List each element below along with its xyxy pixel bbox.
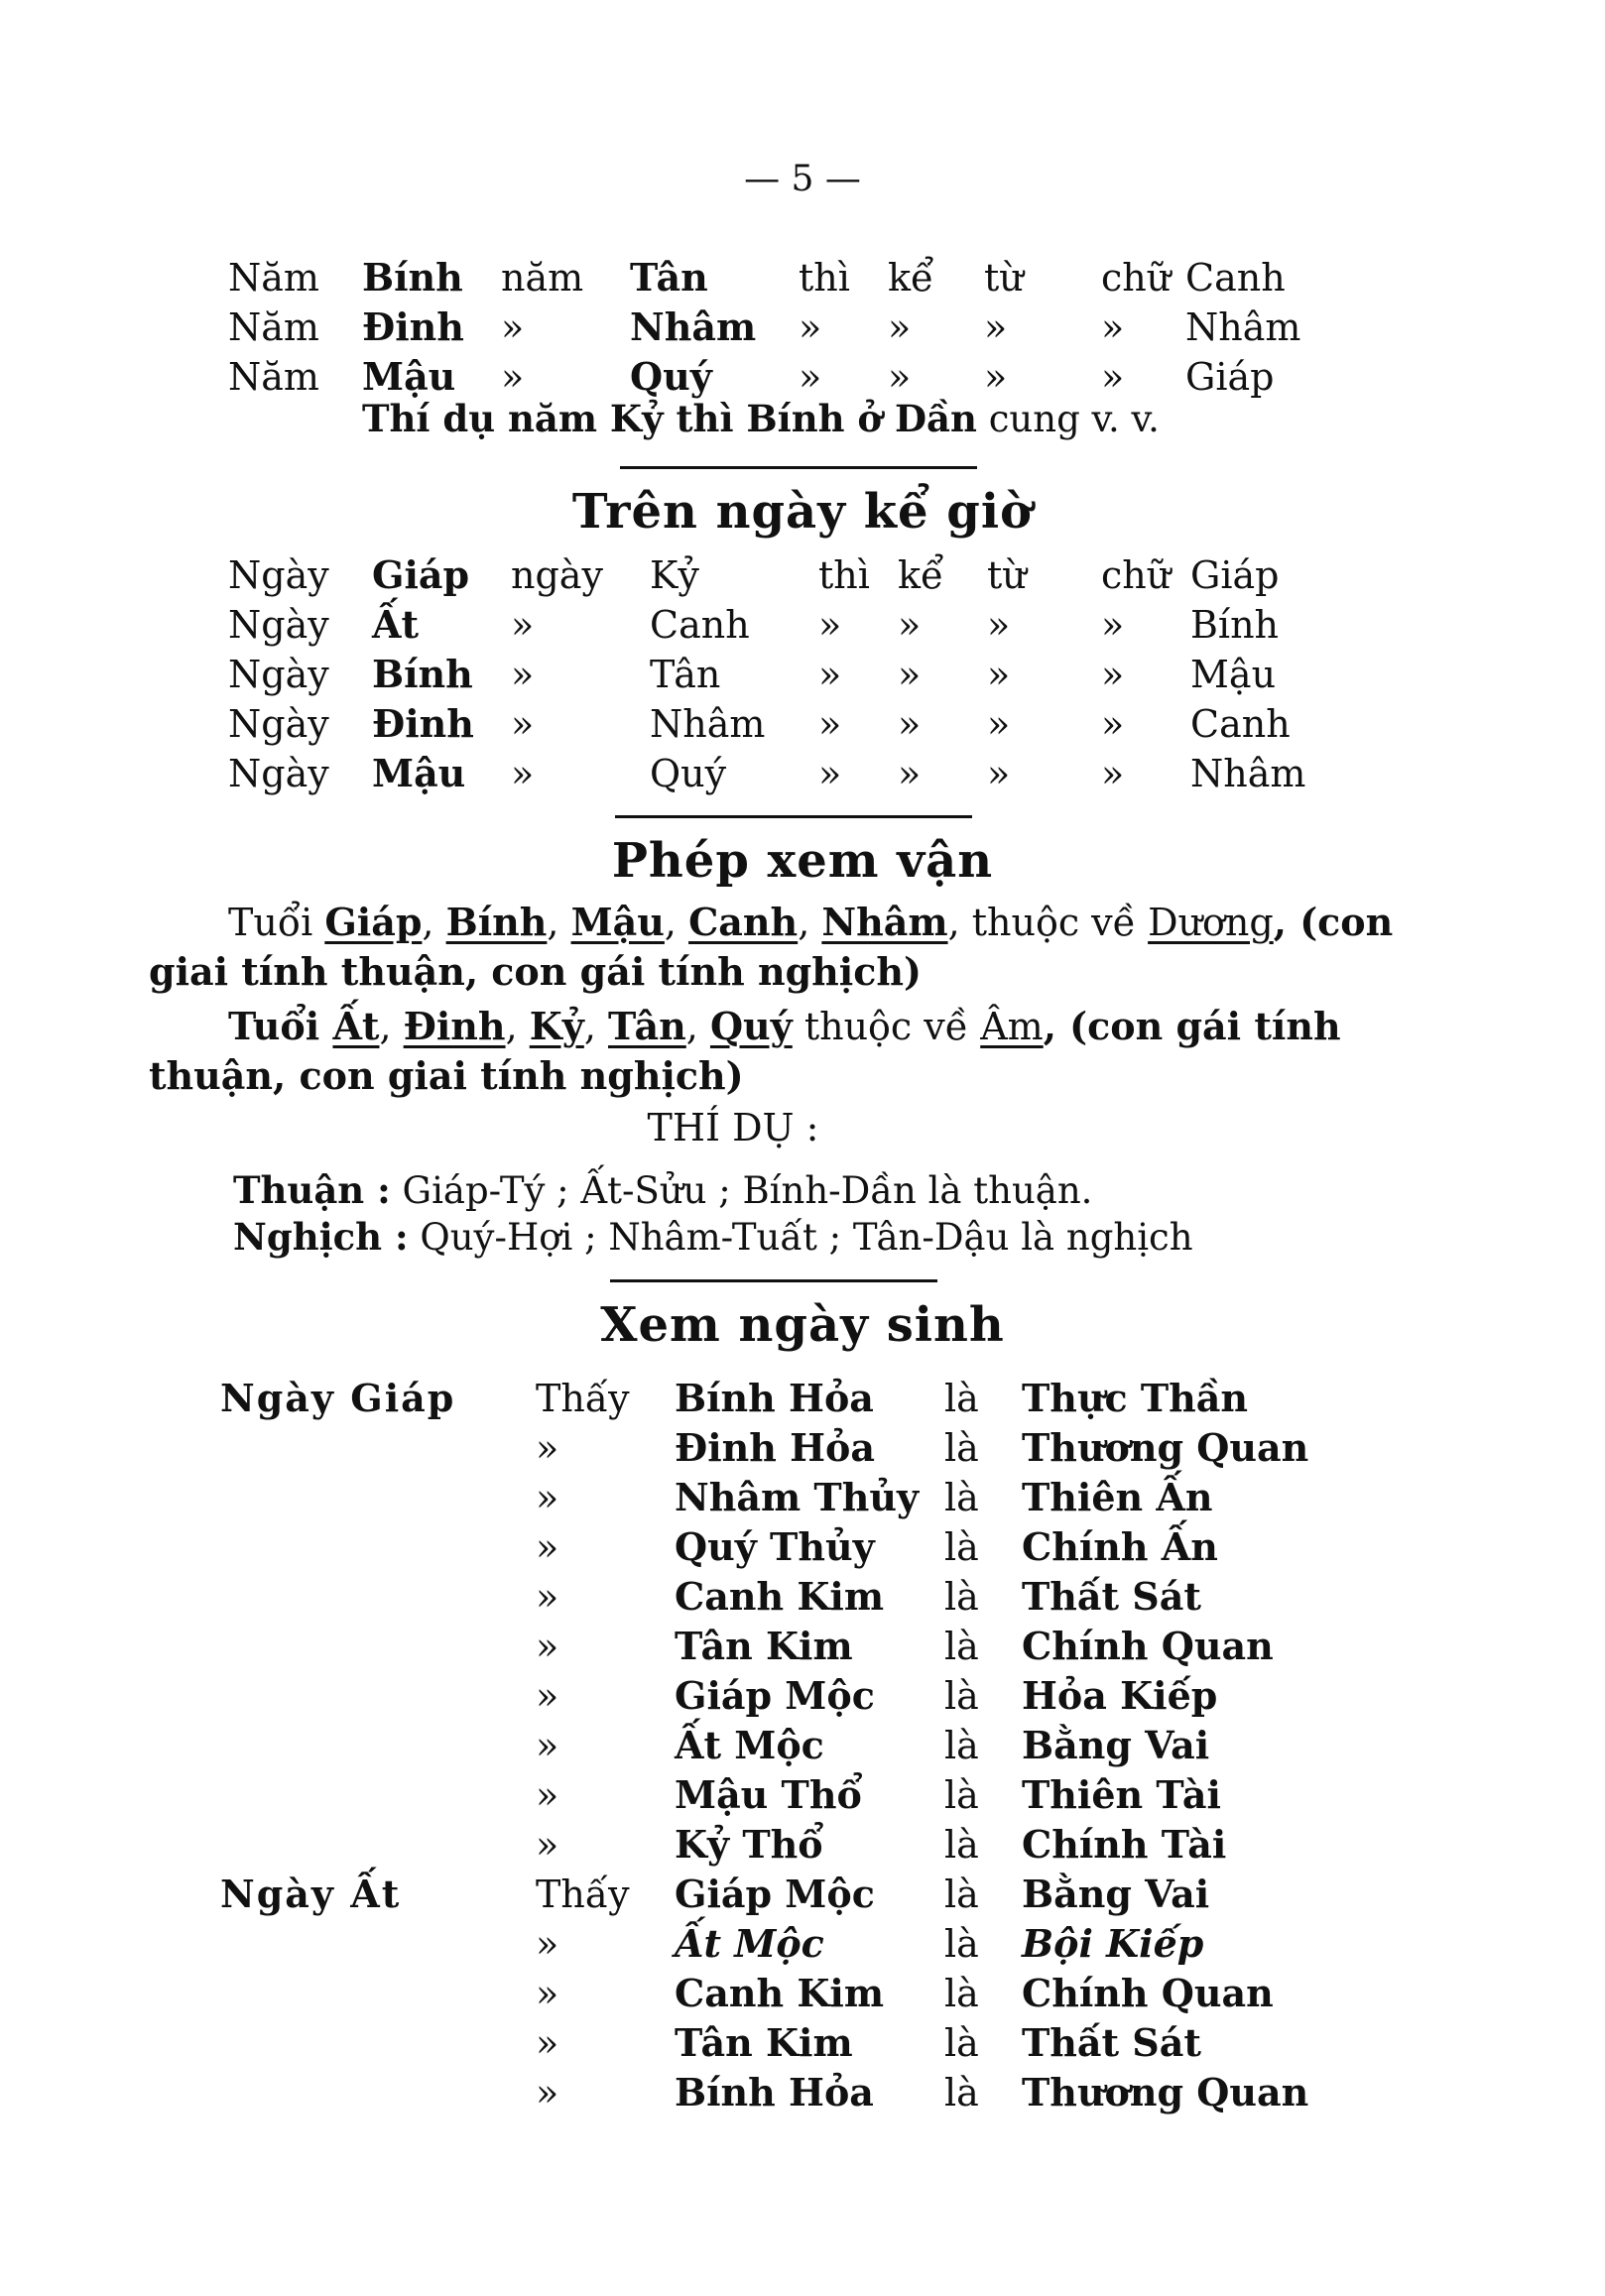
birth-thay: Thấy — [536, 1377, 630, 1420]
year-cell: Bính — [362, 255, 463, 300]
birth-god: Thương Quan — [1022, 1425, 1309, 1470]
year-cell: » — [888, 305, 912, 349]
birth-la: là — [944, 2071, 979, 2115]
heading-birth: Xem ngày sinh — [600, 1297, 1005, 1353]
year-cell: » — [799, 355, 822, 399]
example-nghich — [233, 1215, 1193, 1259]
birth-thay: » — [536, 1525, 559, 1569]
year-cell: Tân — [630, 255, 708, 300]
day-cell: Kỷ — [650, 553, 699, 597]
day-cell: » — [987, 603, 1011, 647]
para2-mid: thuộc về — [792, 1005, 981, 1048]
birth-god: Thiên Ấn — [1022, 1475, 1213, 1519]
birth-la: là — [944, 1525, 979, 1569]
year-cell: Canh — [1185, 256, 1286, 300]
para1-mid: , thuộc về — [947, 901, 1149, 944]
day-cell: Ngày — [228, 653, 329, 696]
year-cell: Quý — [630, 354, 712, 399]
birth-la: là — [944, 1377, 979, 1420]
day-cell: » — [898, 653, 922, 696]
birth-stem: Canh Kim — [675, 1574, 885, 1619]
example-heading: THÍ DỤ : — [647, 1106, 819, 1149]
para1-stem: Bính — [445, 900, 548, 944]
day-cell: Nhâm — [1190, 752, 1306, 795]
year-cell: từ — [984, 256, 1024, 300]
divider — [620, 466, 977, 469]
day-cell: » — [511, 603, 535, 647]
year-cell: thì — [799, 256, 850, 300]
day-cell: » — [1101, 702, 1125, 746]
birth-row — [0, 1572, 1605, 1622]
birth-thay: » — [536, 1773, 559, 1817]
day-cell: » — [511, 702, 535, 746]
day-cell: từ — [987, 553, 1027, 597]
birth-la: là — [944, 1922, 979, 1966]
day-cell: thì — [818, 553, 870, 597]
birth-thay: » — [536, 1823, 559, 1867]
divider — [615, 815, 972, 818]
day-cell: Ất — [372, 602, 420, 647]
birth-row — [0, 2018, 1605, 2068]
birth-la: là — [944, 1476, 979, 1519]
birth-stem: Ất Mộc — [675, 1921, 824, 1966]
para2-stem: Kỷ — [529, 1004, 584, 1048]
day-cell: Canh — [650, 603, 750, 647]
para1-stem: Mậu — [570, 900, 665, 944]
day-cell: Giáp — [372, 552, 470, 597]
example-label: Nghịch : — [233, 1215, 409, 1259]
birth-thay: » — [536, 1476, 559, 1519]
day-cell: Canh — [1190, 702, 1291, 746]
birth-thay: » — [536, 2071, 559, 2115]
day-cell: Ngày — [228, 752, 329, 795]
birth-la: là — [944, 1625, 979, 1668]
para1-lead: Tuổi — [228, 901, 325, 944]
day-cell: » — [898, 752, 922, 795]
birth-god: Bằng Vai — [1022, 1723, 1210, 1767]
day-cell: Bính — [372, 652, 473, 696]
day-cell: ngày — [511, 553, 603, 597]
birth-stem: Giáp Mộc — [675, 1673, 875, 1718]
day-cell: Mậu — [1190, 653, 1277, 696]
day-cell: Giáp — [1190, 553, 1280, 597]
birth-row — [0, 1622, 1605, 1671]
paragraph-am: Tuổi Ất, Đinh, Kỷ, Tân, Quý thuộc về Âm, (con gái tính thuận, con giai tính nghịch) — [149, 1004, 1341, 1098]
birth-god: Chính Quan — [1022, 1971, 1274, 2015]
birth-stem: Tân Kim — [675, 2020, 853, 2065]
year-cell: năm — [501, 256, 584, 300]
day-cell: kể — [898, 553, 944, 597]
year-cell: Nhâm — [1185, 305, 1301, 349]
example-text: Quý-Hợi ; Nhâm-Tuất ; Tân-Dậu là nghịch — [408, 1216, 1193, 1259]
birth-stem: Tân Kim — [675, 1624, 853, 1668]
birth-god: Bằng Vai — [1022, 1872, 1210, 1916]
birth-thay: » — [536, 2021, 559, 2065]
day-cell: » — [1101, 603, 1125, 647]
birth-la: là — [944, 1773, 979, 1817]
para2-polarity: Âm — [980, 1005, 1044, 1048]
birth-la: là — [944, 1575, 979, 1619]
day-cell: » — [1101, 752, 1125, 795]
birth-god: Thực Thần — [1022, 1376, 1249, 1420]
year-cell: Nhâm — [630, 304, 757, 349]
day-cell: Đinh — [372, 701, 474, 746]
heading-van: Phép xem vận — [611, 833, 994, 889]
paragraph-duong: Tuổi Giáp, Bính, Mậu, Canh, Nhâm, thuộc về Dương, (con giai tính thuận, con gái tính nghịch) — [149, 900, 1394, 994]
year-cell: chữ — [1101, 256, 1172, 300]
birth-god: Bội Kiếp — [1022, 1921, 1204, 1966]
birth-god: Hỏa Kiếp — [1022, 1673, 1218, 1718]
birth-la: là — [944, 1724, 979, 1767]
day-cell: Mậu — [372, 751, 466, 795]
birth-thay: » — [536, 1972, 559, 2015]
birth-thay: » — [536, 1625, 559, 1668]
birth-row — [0, 1423, 1605, 1473]
year-cell: Mậu — [362, 354, 456, 399]
birth-god: Thất Sát — [1022, 1574, 1201, 1619]
para2-stem: Ất — [332, 1004, 380, 1048]
divider — [610, 1279, 937, 1282]
birth-god: Thất Sát — [1022, 2020, 1201, 2065]
birth-stem: Đinh Hỏa — [675, 1425, 876, 1470]
birth-row — [0, 1721, 1605, 1770]
year-cell: » — [501, 355, 525, 399]
para1-stem: Nhâm — [821, 900, 948, 944]
day-cell: Quý — [650, 752, 727, 795]
year-example-line — [362, 397, 1160, 440]
birth-thay: » — [536, 1426, 559, 1470]
birth-thay: » — [536, 1674, 559, 1718]
day-cell: » — [987, 653, 1011, 696]
year-cell: » — [984, 305, 1008, 349]
birth-la: là — [944, 1674, 979, 1718]
para1-stem: Giáp — [324, 900, 423, 944]
birth-stem: Bính Hỏa — [675, 1376, 874, 1420]
para2-lead: Tuổi — [228, 1004, 333, 1048]
birth-row — [0, 1820, 1605, 1870]
birth-row — [0, 1374, 1605, 1423]
day-cell: Tân — [650, 653, 721, 696]
birth-la: là — [944, 2021, 979, 2065]
para1-stem: Canh — [688, 900, 799, 944]
birth-la: là — [944, 1972, 979, 2015]
day-cell: chữ — [1101, 553, 1172, 597]
para1-tail: , (con giai tính thuận, con gái tính nghịch) — [149, 900, 1394, 994]
day-cell: » — [898, 702, 922, 746]
birth-row — [0, 1870, 1605, 1919]
year-cell: Năm — [228, 256, 319, 300]
day-cell: » — [1101, 653, 1125, 696]
day-cell: Ngày — [228, 702, 329, 746]
birth-row — [0, 1919, 1605, 1969]
day-cell: Ngày — [228, 553, 329, 597]
birth-row — [0, 1522, 1605, 1572]
birth-thay: Thấy — [536, 1873, 630, 1916]
birth-la: là — [944, 1823, 979, 1867]
birth-row — [0, 1671, 1605, 1721]
birth-god: Chính Quan — [1022, 1624, 1274, 1668]
birth-thay: » — [536, 1575, 559, 1619]
birth-stem: Quý Thủy — [675, 1524, 875, 1569]
day-cell: » — [818, 653, 842, 696]
year-cell: » — [1101, 305, 1125, 349]
year-cell: » — [799, 305, 822, 349]
year-cell: » — [501, 305, 525, 349]
heading-day-hours: Trên ngày kể giờ — [571, 484, 1034, 540]
page-number: — 5 — — [744, 159, 861, 199]
example-thuan — [233, 1168, 1092, 1212]
birth-stem: Kỷ Thổ — [675, 1822, 823, 1867]
example-text: Giáp-Tý ; Ất-Sửu ; Bính-Dần là thuận. — [390, 1169, 1093, 1212]
birth-god: Chính Ấn — [1022, 1524, 1218, 1569]
birth-god: Chính Tài — [1022, 1822, 1227, 1867]
day-cell: » — [511, 752, 535, 795]
birth-stem: Canh Kim — [675, 1971, 885, 2015]
birth-day: Ngày Ất — [220, 1872, 402, 1916]
year-cell: Đinh — [362, 304, 464, 349]
day-cell: » — [898, 603, 922, 647]
example-label: Thuận : — [233, 1168, 391, 1212]
birth-stem: Bính Hỏa — [675, 2070, 874, 2115]
para2-tail: , (con gái tính thuận, con giai tính nghịch) — [149, 1004, 1341, 1098]
para2-stem: Đinh — [403, 1004, 506, 1048]
year-cell: Năm — [228, 355, 319, 399]
day-cell: Nhâm — [650, 702, 766, 746]
year-example-tail: cung v. v. — [976, 398, 1160, 440]
day-cell: Ngày — [228, 603, 329, 647]
birth-day: Ngày Giáp — [220, 1376, 456, 1420]
year-cell: » — [984, 355, 1008, 399]
para2-stem: Quý — [709, 1004, 793, 1048]
birth-god: Thiên Tài — [1022, 1772, 1221, 1817]
birth-thay: » — [536, 1724, 559, 1767]
birth-god: Thương Quan — [1022, 2070, 1309, 2115]
year-example-lead: Thí dụ năm Kỷ thì Bính ở Dần — [362, 397, 977, 440]
birth-stem: Nhâm Thủy — [675, 1475, 920, 1519]
birth-la: là — [944, 1873, 979, 1916]
day-cell: » — [987, 702, 1011, 746]
birth-la: là — [944, 1426, 979, 1470]
day-cell: Bính — [1190, 603, 1280, 647]
day-cell: » — [818, 752, 842, 795]
year-cell: kể — [888, 256, 934, 300]
day-cell: » — [818, 603, 842, 647]
birth-row — [0, 1969, 1605, 2018]
birth-row — [0, 1473, 1605, 1522]
birth-stem: Mậu Thổ — [675, 1772, 862, 1817]
birth-row — [0, 2068, 1605, 2117]
para1-polarity: Dương — [1148, 901, 1274, 944]
day-cell: » — [511, 653, 535, 696]
year-cell: » — [1101, 355, 1125, 399]
year-cell: » — [888, 355, 912, 399]
birth-stem: Giáp Mộc — [675, 1872, 875, 1916]
birth-row — [0, 1770, 1605, 1820]
birth-stem: Ất Mộc — [675, 1723, 824, 1767]
para2-stem: Tân — [608, 1004, 686, 1048]
year-cell: Giáp — [1185, 355, 1275, 399]
day-cell: » — [818, 702, 842, 746]
year-cell: Năm — [228, 305, 319, 349]
birth-thay: » — [536, 1922, 559, 1966]
day-cell: » — [987, 752, 1011, 795]
